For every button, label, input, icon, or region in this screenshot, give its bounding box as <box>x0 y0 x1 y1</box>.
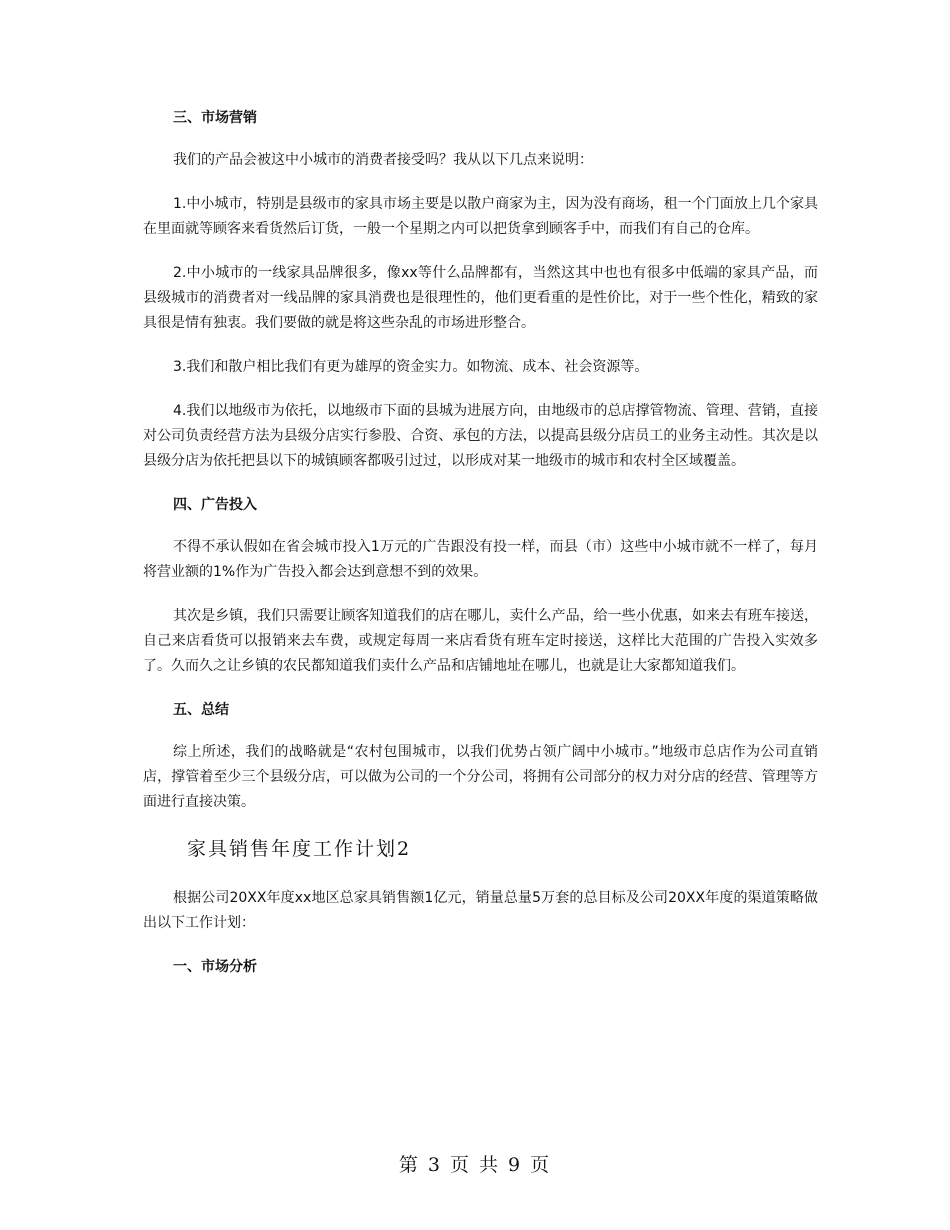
paragraph-intro: 我们的产品会被这中小城市的消费者接受吗？我从以下几点来说明： <box>173 152 593 168</box>
paragraph-summary: 综上所述，我们的战略就是“农村包围城市，以我们优势占领广阔中小城市。”地级市总店作为公司直销店，撑管着至少三个县级分店，可以做为公司的一个分公司，将拥有公司部分的权力对分店的经营、管理等方面进行直接决策。 <box>143 744 818 810</box>
paragraph-point-1: 1.中小城市，特别是县级市的家具市场主要是以散户商家为主，因为没有商场，租一个门面放上几个家具在里面就等顾客来看货然后订货，一般一个星期之内可以把货拿到顾客手中，而我们有自己的仓库。 <box>143 196 818 237</box>
document-title: 家具销售年度工作计划2 <box>187 838 412 860</box>
paragraph-plan-intro: 根据公司20XX年度xx地区总家具销售额1亿元，销量总量5万套的总目标及公司20XX年度的渠道策略做出以下工作计划： <box>143 890 818 931</box>
paragraph-point-4: 4.我们以地级市为依托，以地级市下面的县城为进展方向，由地级市的总店撑管物流、管理、营销，直接对公司负责经营方法为县级分店实行参股、合资、承包的方法，以提高县级分店员工的业务主动性。其次是以县级分店为依托把县以下的城镇顾客都吸引过过，以形成对某一地级市的城市和农村全区域覆盖。 <box>143 403 818 469</box>
section-heading-market-analysis: 一、市场分析 <box>173 959 257 975</box>
section-heading-summary: 五、总结 <box>173 702 229 718</box>
paragraph-advertising-1: 不得不承认假如在省会城市投入1万元的广告跟没有投一样，而县（市）这些中小城市就不一样了，每月将营业额的1%作为广告投入都会达到意想不到的效果。 <box>143 539 818 580</box>
section-heading-advertising: 四、广告投入 <box>173 497 257 513</box>
section-heading-marketing: 三、市场营销 <box>173 110 257 126</box>
paragraph-advertising-2: 其次是乡镇，我们只需要让顾客知道我们的店在哪儿，卖什么产品，给一些小优惠，如来去有班车接送，自己来店看货可以报销来去车费，或规定每周一来店看货有班车定时接送，这样比大范围的广告投入实效多了。久而久之让乡镇的农民都知道我们卖什么产品和店铺地址在哪儿，也就是让大家都知道我们。 <box>143 608 818 674</box>
paragraph-point-2: 2.中小城市的一线家具品牌很多，像xx等什么品牌都有，当然这其中也也有很多中低端的家具产品，而县级城市的消费者对一线品牌的家具消费也是很理性的，他们更看重的是性价比，对于一些个性化，精致的家具很是情有独衷。我们要做的就是将这些杂乱的市场进形整合。 <box>143 265 818 331</box>
paragraph-point-3: 3.我们和散户相比我们有更为雄厚的资金实力。如物流、成本、社会资源等。 <box>173 359 649 375</box>
page-footer: 第 3 页 共 9 页 <box>398 1154 552 1176</box>
